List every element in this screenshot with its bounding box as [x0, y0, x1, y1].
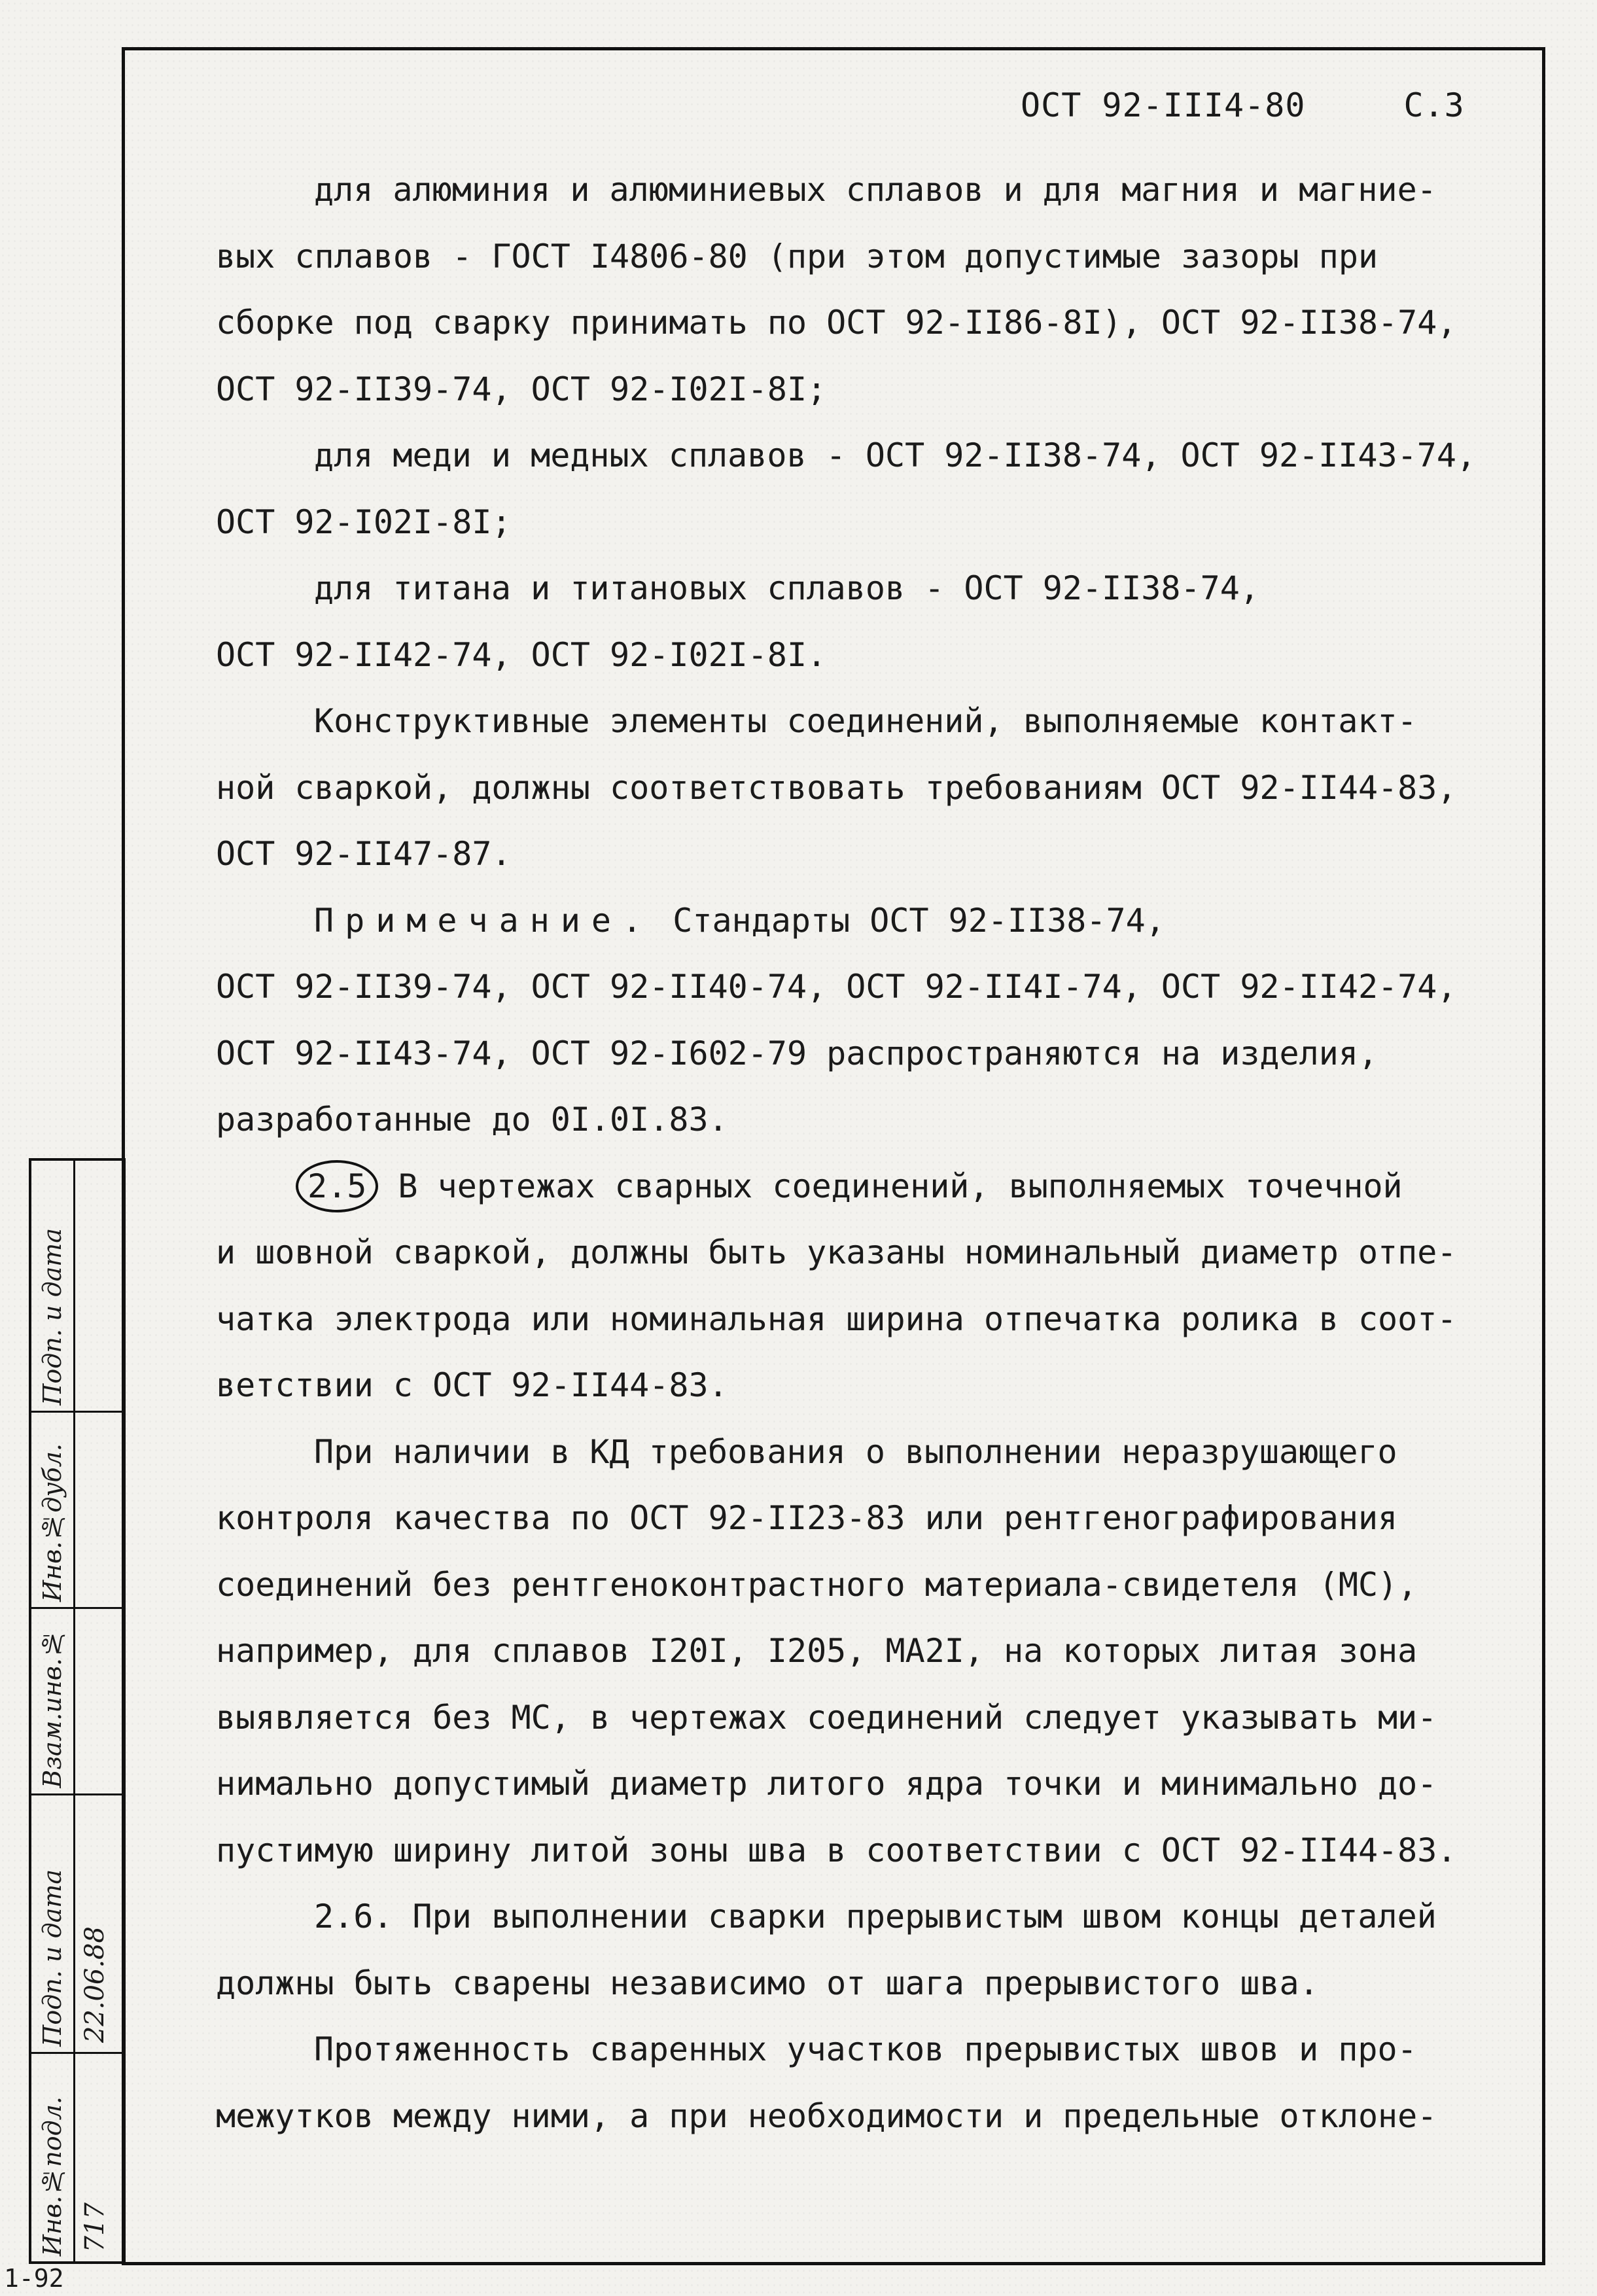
text-line: соединений без рентгеноконтрастного материала-свидетеля (МС),: [216, 1565, 1418, 1604]
text-line: Конструктивные элементы соединений, выполняемые контакт-: [314, 702, 1417, 740]
text-line: ОСТ 92-II47-87.: [216, 835, 512, 873]
stamp-label: Инв.№подл.: [38, 2096, 67, 2256]
margin-stamp: [29, 1158, 126, 2264]
stamp-cell: [31, 2054, 126, 2261]
doc-number: ОСТ 92-III4-80: [1021, 86, 1306, 124]
text-line: ОСТ 92-II39-74, ОСТ 92-II40-74, ОСТ 92-II4I-74, ОСТ 92-II42-74,: [216, 968, 1457, 1006]
note-label: Примечание.: [314, 901, 654, 940]
text-line: чатка электрода или номинальная ширина отпечатка ролика в соот-: [216, 1299, 1457, 1338]
stamp-cell: [31, 1413, 126, 1609]
text-line: ОСТ 92-II42-74, ОСТ 92-I02I-8I.: [216, 635, 827, 674]
text-line: ОСТ 92-II39-74, ОСТ 92-I02I-8I;: [216, 370, 827, 408]
clause-number-circled: 2.5: [296, 1160, 378, 1212]
text-line: вых сплавов - ГОСТ I4806-80 (при этом допустимые зазоры при: [216, 237, 1378, 275]
text-line: ОСТ 92-I02I-8I;: [216, 503, 512, 541]
stamp-label: Подп. и дата: [38, 1869, 67, 2047]
handwritten-inv-number: 717: [80, 2202, 110, 2252]
text-line: межутков между ними, а при необходимости и предельные отклоне-: [216, 2096, 1437, 2135]
text-line: ной сваркой, должны соответствовать требованиям ОСТ 92-II44-83,: [216, 768, 1457, 807]
stamp-label: Инв.№дубл.: [38, 1443, 67, 1602]
body-text: [216, 157, 1511, 2149]
text-line: пустимую ширину литой зоны шва в соответствии с ОСТ 92-II44-83.: [216, 1831, 1457, 1869]
text-line: разработанные до 0I.0I.83.: [216, 1101, 728, 1139]
text-line: Протяженность сваренных участков прерывистых швов и про-: [314, 2030, 1417, 2068]
text-line: должны быть сварены независимо от шага прерывистого шва.: [216, 1964, 1319, 2002]
text-line: для титана и титановых сплавов - ОСТ 92-II38-74,: [314, 569, 1259, 607]
stamp-cell: [31, 1161, 126, 1413]
page-header: [1021, 86, 1465, 124]
handwritten-date: 22.06.88: [80, 1926, 110, 2043]
stamp-label: Подп. и дата: [38, 1228, 67, 1405]
page-number: С.3: [1403, 86, 1465, 124]
text-line: сборке под сварку принимать по ОСТ 92-II86-8I), ОСТ 92-II38-74,: [216, 304, 1457, 342]
text-line: например, для сплавов I20I, I205, МА2I, на которых литая зона: [216, 1632, 1418, 1670]
text-line: 2.6. При выполнении сварки прерывистым швом концы деталей: [314, 1898, 1437, 1935]
text-line: ОСТ 92-II43-74, ОСТ 92-I602-79 распространяются на изделия,: [216, 1034, 1378, 1072]
stamp-cell: [31, 1795, 126, 2054]
text-line: ветствии с ОСТ 92-II44-83.: [216, 1366, 728, 1404]
note-line: [216, 888, 1511, 955]
footer-mark: 1-92: [4, 2264, 64, 2293]
stamp-cell: [31, 1609, 126, 1795]
text-line: При наличии в КД требования о выполнении неразрушающего: [314, 1432, 1397, 1471]
clause-line: [216, 1154, 1511, 1220]
text-line: В чертежах сварных соединений, выполняемых точечной: [398, 1167, 1403, 1205]
text-line: Стандарты ОСТ 92-II38-74,: [673, 901, 1165, 940]
text-line: контроля качества по ОСТ 92-II23-83 или рентгенографирования: [216, 1499, 1398, 1537]
text-line: и шовной сваркой, должны быть указаны номинальный диаметр отпе-: [216, 1233, 1457, 1271]
text-line: для алюминия и алюминиевых сплавов и для магния и магние-: [314, 171, 1437, 209]
text-line: для меди и медных сплавов - ОСТ 92-II38-74, ОСТ 92-II43-74,: [314, 436, 1477, 474]
text-line: нимально допустимый диаметр литого ядра точки и минимально до-: [216, 1765, 1437, 1803]
stamp-label: Взам.инв.№: [38, 1629, 67, 1788]
text-line: выявляется без МС, в чертежах соединений следует указывать ми-: [216, 1698, 1437, 1737]
